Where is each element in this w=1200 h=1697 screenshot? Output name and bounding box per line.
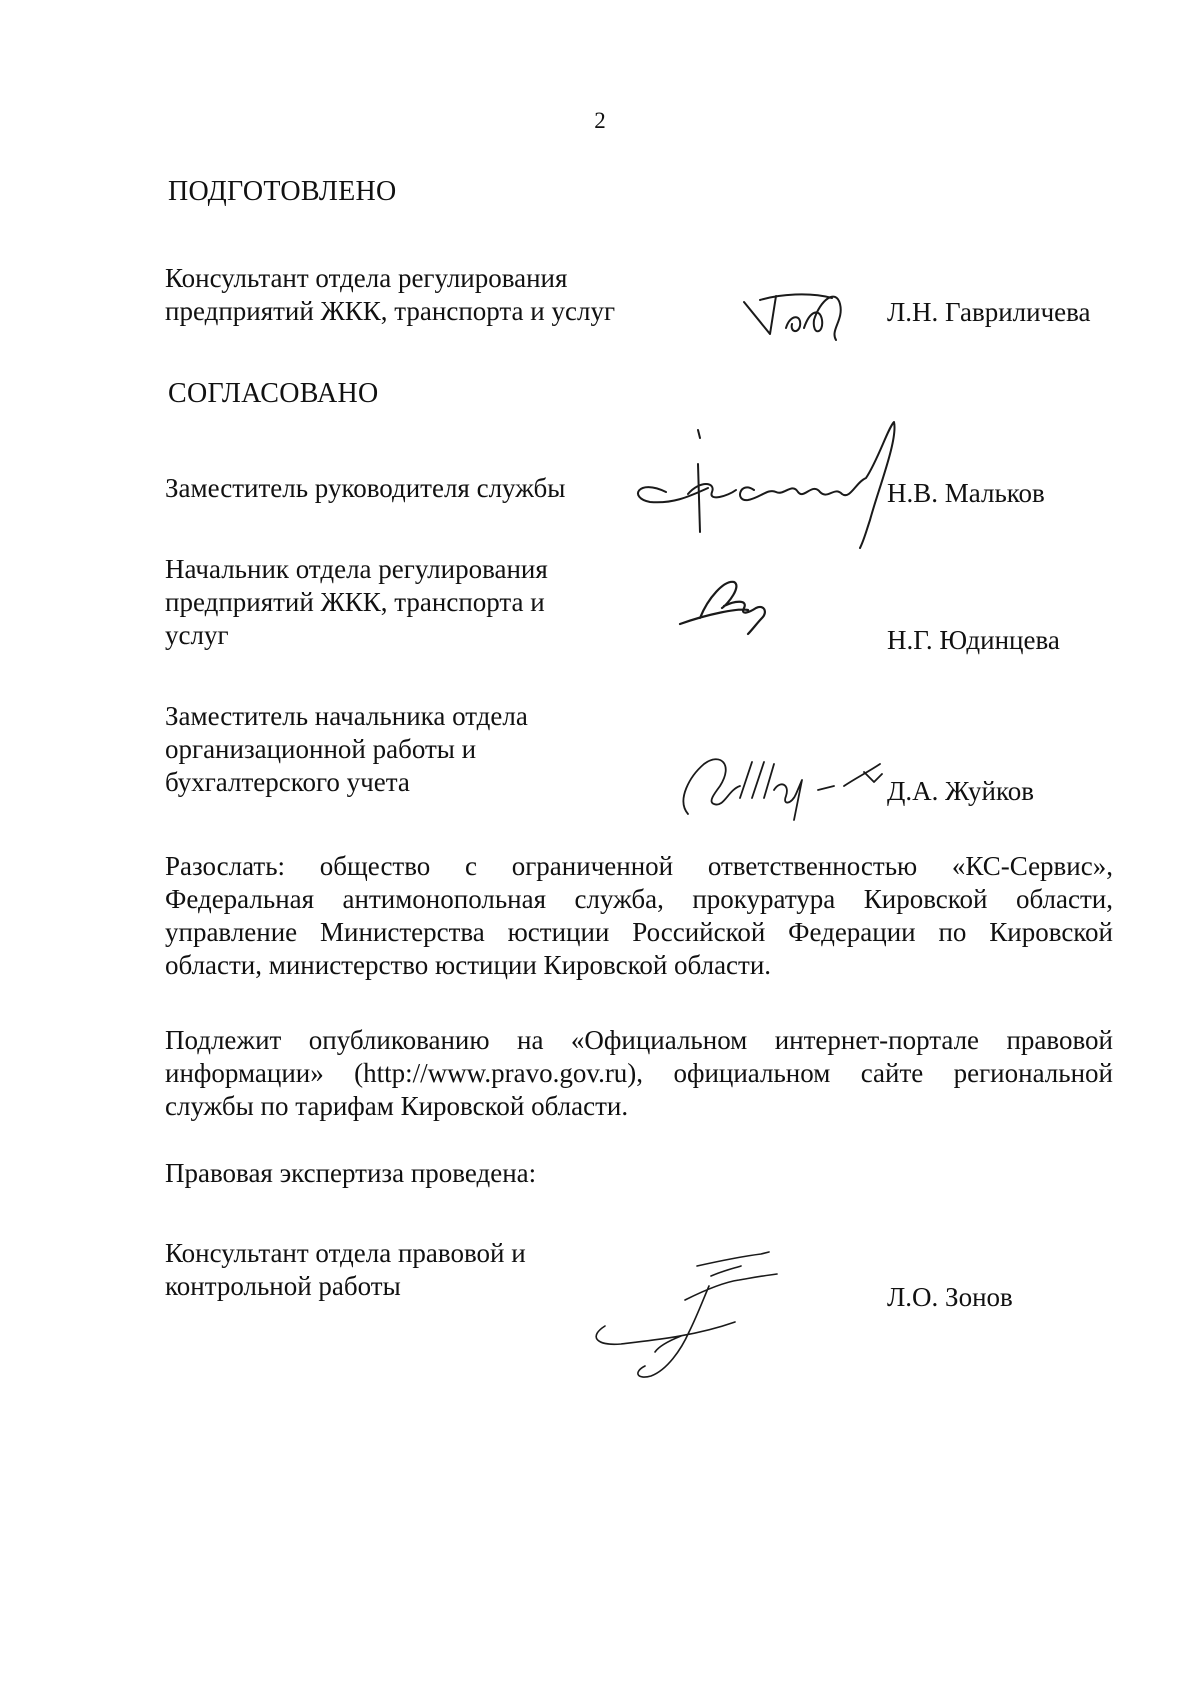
agreed-name-2: Н.Г. Юдинцева <box>887 625 1060 655</box>
agreed-name-3: Д.А. Жуйков <box>887 776 1034 806</box>
signature-malkov <box>628 420 918 550</box>
agreed-heading: СОГЛАСОВАНО <box>168 378 379 409</box>
legal-review-name: Л.О. Зонов <box>887 1282 1013 1312</box>
signature-zonov <box>585 1240 805 1380</box>
agreed-name-1: Н.В. Мальков <box>887 478 1045 508</box>
agreed-position-3: Заместитель начальника отдела организационной работы и бухгалтерского учета <box>165 701 528 797</box>
page-number: 2 <box>594 108 606 133</box>
publication-paragraph: Подлежит опубликованию на «Официальном интернет-портале правовой информации» (http://www.pravo.gov.ru), официальном сайте региональной службы по тарифам Кировской области. <box>165 1025 1113 1121</box>
agreed-position-2: Начальник отдела регулирования предприятий ЖКК, транспорта и услуг <box>165 554 548 650</box>
legal-review-label: Правовая экспертиза проведена: <box>165 1158 537 1188</box>
signature-yudintseva <box>678 578 788 638</box>
distribution-paragraph: Разослать: общество с ограниченной ответственностью «КС-Сервис», Федеральная антимонопольная служба, прокуратура Кировской области, управление Министерства юстиции Российской Федерации по Кировской области, министерство юстиции Кировской области. <box>165 851 1113 980</box>
legal-review-position: Консультант отдела правовой и контрольной работы <box>165 1238 526 1301</box>
signature-gavrilicheva <box>740 290 860 350</box>
signature-zhuikov <box>668 750 898 820</box>
prepared-heading: ПОДГОТОВЛЕНО <box>168 176 397 207</box>
agreed-position-1: Заместитель руководителя службы <box>165 473 566 503</box>
prepared-position: Консультант отдела регулирования предприятий ЖКК, транспорта и услуг <box>165 263 616 326</box>
prepared-name: Л.Н. Гавриличева <box>887 297 1091 327</box>
